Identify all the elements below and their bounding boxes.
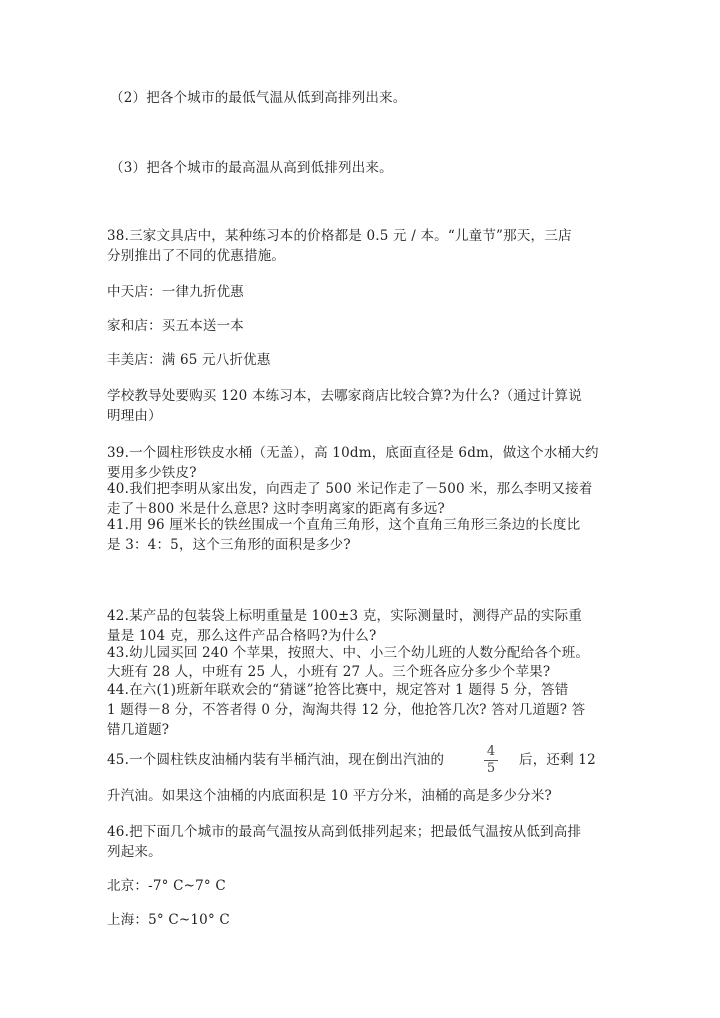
- question-46-line2: 列起来。: [107, 844, 162, 860]
- question-sub-2: （2）把各个城市的最低气温从低到高排列出来。: [110, 90, 407, 106]
- store-jiahe: 家和店：买五本送一本: [107, 318, 244, 334]
- question-38-line2: 分别推出了不同的优惠措施。: [107, 248, 286, 264]
- question-43-line1: 43.幼儿园买回 240 个苹果，按照大、中、小三个幼儿班的人数分配给各个班。: [107, 645, 590, 661]
- fraction-denominator: 5: [486, 761, 496, 776]
- question-46-line1: 46.把下面几个城市的最高气温按从高到低排列起来；把最低气温按从低到高排: [107, 824, 582, 840]
- question-38-ask-line2: 明理由）: [107, 408, 162, 424]
- question-38-line1: 38.三家文具店中，某种练习本的价格都是 0.5 元 / 本。“儿童节”那天，三店: [107, 228, 572, 244]
- question-41-line2: 是 3：4：5，这个三角形的面积是多少?: [107, 537, 351, 553]
- question-43-line2: 大班有 28 人，中班有 25 人，小班有 27 人。三个班各应分多少个苹果?: [107, 664, 551, 680]
- question-44-line3: 错几道题?: [107, 722, 170, 738]
- city-shanghai: 上海：5° C~10° C: [107, 912, 230, 928]
- fraction-numerator: 4: [486, 744, 496, 759]
- question-41-line1: 41.用 96 厘米长的铁丝围成一个直角三角形，这个直角三角形三条边的长度比: [107, 517, 581, 533]
- question-42-line1: 42.某产品的包装袋上标明重量是 100±3 克，实际测量时，测得产品的实际重: [107, 608, 583, 624]
- question-44-line1: 44.在六(1)班新年联欢会的“猜谜”抢答比赛中，规定答对 1 题得 5 分，答错: [107, 682, 569, 698]
- city-beijing: 北京：-7° C~7° C: [107, 878, 226, 894]
- store-zhongtian: 中天店：一律九折优惠: [107, 284, 244, 300]
- question-42-line2: 量是 104 克，那么这件产品合格吗?为什么?: [107, 628, 377, 644]
- question-39-line1: 39.一个圆柱形铁皮水桶（无盖），高 10dm，底面直径是 6dm，做这个水桶大约: [107, 445, 599, 461]
- question-38-ask-line1: 学校教导处要购买 120 本练习本，去哪家商店比较合算?为什么?（通过计算说: [107, 388, 582, 404]
- question-45-line1-start: 45.一个圆柱铁皮油桶内装有半桶汽油，现在倒出汽油的: [107, 752, 445, 768]
- question-39-line2: 要用多少铁皮?: [107, 465, 197, 481]
- store-fengmei: 丰美店：满 65 元八折优惠: [107, 352, 271, 368]
- fraction-four-fifths: [484, 745, 498, 776]
- question-40-line1: 40.我们把李明从家出发，向西走了 500 米记作走了－500 米，那么李明又接着: [107, 481, 593, 497]
- question-45-line1-end: 后，还剩 12: [519, 752, 596, 768]
- question-sub-3: （3）把各个城市的最高温从高到低排列出来。: [110, 160, 393, 176]
- question-44-line2: 1 题得－8 分，不答者得 0 分，淘淘共得 12 分，他抢答几次? 答对几道题? 答: [107, 702, 586, 718]
- question-40-line2: 走了＋800 米是什么意思? 这时李明离家的距离有多远?: [107, 501, 445, 517]
- question-45-line2: 升汽油。如果这个油桶的内底面积是 10 平方分米，油桶的高是多少分米?: [107, 788, 552, 804]
